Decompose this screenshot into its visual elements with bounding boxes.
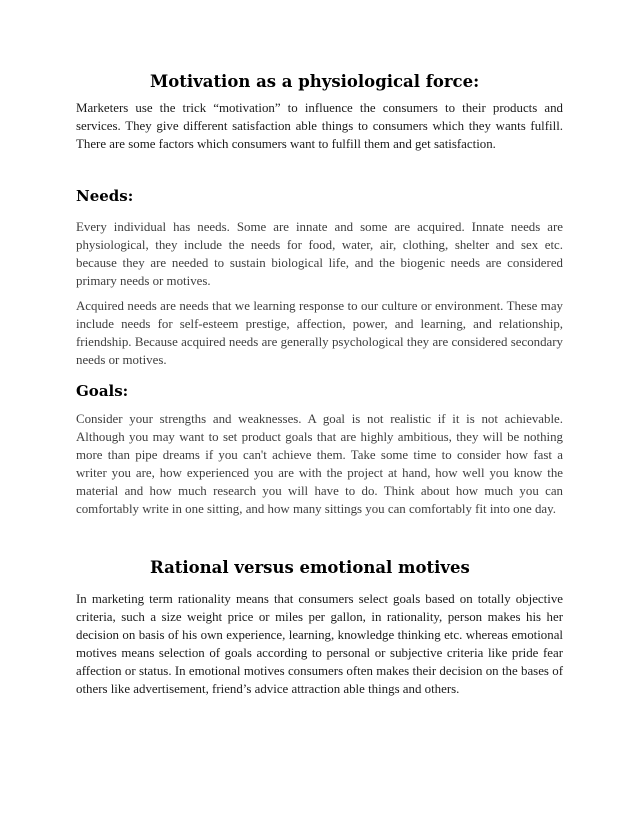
rational-paragraph: In marketing term rationality means that consumers select goals based on totally objective criteria, such a size weight price or miles per gallon, in rationality, person makes his her decision on basis of his own experience, learning, knowledge thinking etc. whereas emotional motives means selection of goals according to personal or subjective criteria like pride fear affection or status. In emotional motives consumers often makes their decision on the bases of others like advertisement, friend’s advice attraction able things and others.	[76, 592, 563, 696]
goals-heading: Goals:	[76, 382, 129, 400]
intro-paragraph: Marketers use the trick “motivation” to influence the consumers to their products and services. They give different satisfaction able things to consumers which they wants fulfill. There are some factors which consumers want to fulfill them and get satisfaction.	[76, 101, 563, 151]
goals-paragraph: Consider your strengths and weaknesses. A goal is not realistic if it is not achievable. Although you may want to set product goals that are highly ambitious, they will be nothing more than pipe dreams if you can't achieve them. Take some time to consider how fast a writer you are, how experienced you are with the project at hand, how well you know the material and how much research you will have to do. Think about how much you can comfortably write in one sitting, and how many sittings you can comfortably fit into one day.	[76, 412, 563, 516]
needs-heading: Needs:	[76, 187, 134, 205]
needs-paragraph-1: Every individual has needs. Some are innate and some are acquired. Innate needs are physiological, they include the needs for food, water, air, clothing, shelter and sex etc. because they are needed to sustain biological life, and the biogenic needs are considered primary needs or motives.	[76, 220, 563, 288]
needs-paragraph-2: Acquired needs are needs that we learning response to our culture or environment. These may include needs for self-esteem prestige, affection, power, and learning, and relationship, friendship. Because acquired needs are generally psychological they are considered secondary needs or motives.	[76, 299, 563, 367]
rational-heading: Rational versus emotional motives	[150, 558, 470, 577]
page-title: Motivation as a physiological force:	[150, 72, 480, 91]
